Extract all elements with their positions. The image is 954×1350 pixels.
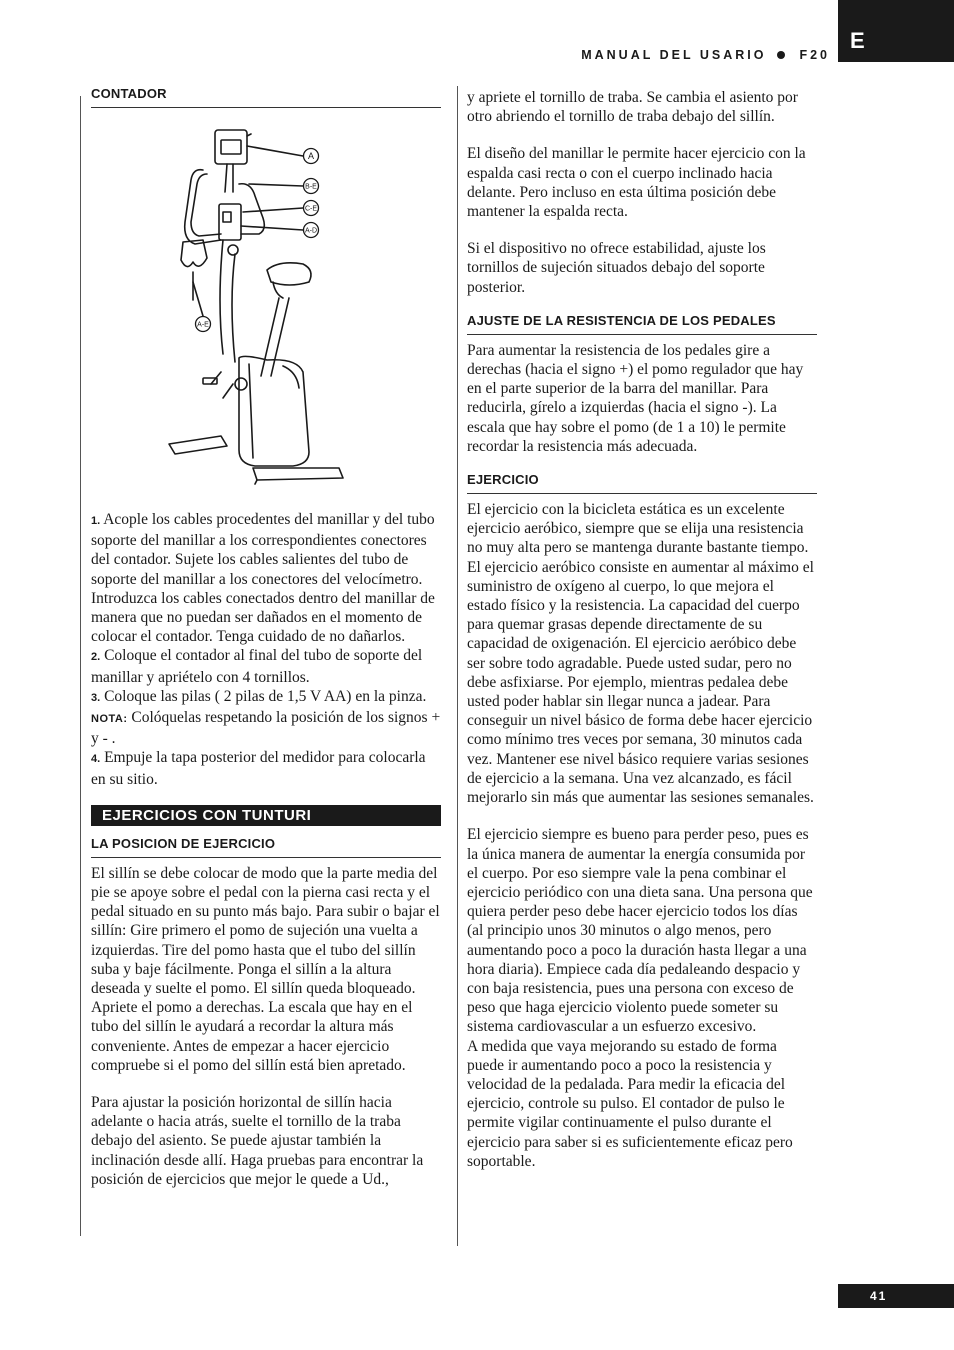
posicion-heading: LA POSICION DE EJERCICIO xyxy=(91,836,441,858)
exercise-bike-figure xyxy=(163,122,363,492)
right-paragraph-1: y apriete el tornillo de traba. Se cambia el asiento por otro abriendo el tornillo de traba debajo del sillín. xyxy=(467,89,798,126)
step-1-text: Acople los cables procedentes del manillar y del tubo soporte del manillar a los correspondientes conectores del contador. Sujete los cables salientes del tubo de soporte del manillar a los conectores del velocímetro. Introduzca los cables conectados dentro del manillar de manera que no puedan ser dañados en el momento de colocar el contador. Tenga cuidado de no dañarlos. xyxy=(91,511,435,646)
step-3-number: 3. xyxy=(91,691,101,704)
console-shape xyxy=(215,130,247,164)
label-b-e: B-E xyxy=(305,183,317,191)
page-number-box xyxy=(838,1284,954,1308)
label-a: A xyxy=(307,151,315,161)
step-2-text: Coloque el contador al final del tubo de soporte del manillar y apriételo con 4 tornillos. xyxy=(91,647,423,686)
language-tab-letter: E xyxy=(850,28,865,53)
language-tab xyxy=(838,0,954,62)
step-1-number: 1. xyxy=(91,515,101,527)
resistencia-heading: AJUSTE DE LA RESISTENCIA DE LOS PEDALES xyxy=(467,313,817,335)
resistencia-paragraph: Para aumentar la resistencia de los pedales gire a derechas (hacia el signo +) el pomo regulador que hay en el parte superior de la barra del manillar. Para reducirla, gírelo a izquierdas (hacia el signo -). La escala que hay sobre el pomo (de 1 a 10) le permite recordar la resistencia más adecuada. xyxy=(467,341,804,455)
manual-title: MANUAL DEL USARIO xyxy=(581,48,767,62)
contador-heading: CONTADOR xyxy=(91,86,441,108)
ejercicios-heading: EJERCICIOS CON TUNTURI xyxy=(91,805,441,826)
step-4-text: Empuje la tapa posterior del medidor para colocarla en su sitio. xyxy=(91,749,426,788)
page-number: 41 xyxy=(870,1289,888,1303)
ejercicio-paragraph-2: El ejercicio siempre es bueno para perder peso, pues es la única manera de aumentar la energía consumida por el cuerpo. Por eso siempre vale la pena combinar el ejercicio periódico con una dieta sana. Una persona que quiera perder peso debe hacer ejercicio todos los días (al principio unos 30 minutos o algo menos, pero aumentando poco a poco la duración hasta llegar a una hora diaria). Empiece cada día pedaleando despacio y con baja resistencia, pues una persona con exceso de peso que haga ejercicio violento puede someter su sistema cardiovascular a un esfuerzo excesivo. xyxy=(467,826,813,1036)
label-a-d: A-D xyxy=(304,227,318,235)
bullet-dot-icon xyxy=(777,51,785,59)
right-column xyxy=(467,88,817,1171)
label-a-e: A-E xyxy=(197,321,209,329)
step-3 xyxy=(91,687,441,749)
step-4-number: 4. xyxy=(91,753,101,766)
posicion-paragraph-1: El sillín se debe colocar de modo que la parte media del pie se apoye sobre el pedal con la pierna casi recta y el pedal situado en su punto más bajo. Para subir o bajar el sillín: Gire primero el pomo de sujeción una vuelta a izquierdas. Tire del pomo hasta que el tubo del sillín suba y baje fácilmente. Ponga el sillín a la altura deseada y suelte el pomo. El sillín queda bloqueado. Apriete el pomo a derechas. La escala que hay en el tubo del sillín le ayudará a recordar la altura más conveniente. Antes de empezar a hacer ejercicio compruebe si el pomo del sillín está bien apretado. xyxy=(91,864,440,1074)
model-name: F20 xyxy=(799,48,830,62)
step-1 xyxy=(91,510,441,646)
step-3-note-text: Colóquelas respetando la posición de los signos + y - . xyxy=(91,709,441,748)
step-2-number: 2. xyxy=(91,651,101,664)
left-column xyxy=(91,86,441,1189)
left-column-rule xyxy=(80,96,81,1236)
middle-column-rule xyxy=(457,86,458,1246)
right-paragraph-2: El diseño del manillar le permite hacer ejercicio con la espalda casi recta o con el cuerpo inclinado hacia delante. Pero incluso en esta última posición debe mantener la espalda recta. xyxy=(467,145,806,221)
ejercicio-paragraph-3: A medida que vaya mejorando su estado de forma puede ir aumentando poco a poco la resistencia y velocidad de la pedalada. Para medir la eficacia del ejercicio, controle su pulso. El contador de pulso le permite vigilar continuamente el pulso durante el ejercicio para saber si es suficientemente eficaz pero soportable. xyxy=(467,1037,793,1170)
label-c-e: C-E xyxy=(304,205,318,213)
ejercicio-paragraph-1: El ejercicio con la bicicleta estática es un excelente ejercicio aeróbico, siempre que se elija una resistencia no muy alta pero se mantenga durante bastante tiempo. El ejercicio aeróbico consiste en aumentar al máximo el suministro de oxígeno al cuerpo, lo que mejora el estado físico y la resistencia. La capacidad del cuerpo para quemar grasas depende directamente de su capacidad de oxigenación. El ejercicio aeróbico debe ser sobre todo agradable. Puede usted sudar, pero no debe asfixiarse. Por ejemplo, mientras pedalea debe usted poder hablar sin llegar nunca a jadear. Para conseguir un nivel básico de forma debe hacer ejercicio como mínimo tres veces por semana, 30 minutos cada vez. Mantener ese nivel básico requiere varias sesiones de ejercicio a la semana. Una vez alcanzado, es fácil mejorarlo sin más que aumentar las sesiones semanales. xyxy=(467,501,814,807)
ejercicio-heading: EJERCICIO xyxy=(467,472,817,494)
step-3-text: Coloque las pilas ( 2 pilas de 1,5 V AA) en la pinza. xyxy=(104,687,427,705)
right-paragraph-3: Si el dispositivo no ofrece estabilidad, ajuste los tornillos de sujeción situados debajo del soporte posterior. xyxy=(467,240,766,296)
step-2 xyxy=(91,646,441,686)
step-4 xyxy=(91,748,441,788)
nota-label: NOTA: xyxy=(91,713,128,726)
posicion-paragraph-2: Para ajustar la posición horizontal de sillín hacia adelante o hacia atrás, suelte el tornillo de la traba debajo del asiento. Se puede ajustar también la inclinación desde allí. Haga pruebas para encontrar la posición de ejercicios que mejor le quede a Ud., xyxy=(91,1094,424,1188)
running-header xyxy=(560,48,830,62)
